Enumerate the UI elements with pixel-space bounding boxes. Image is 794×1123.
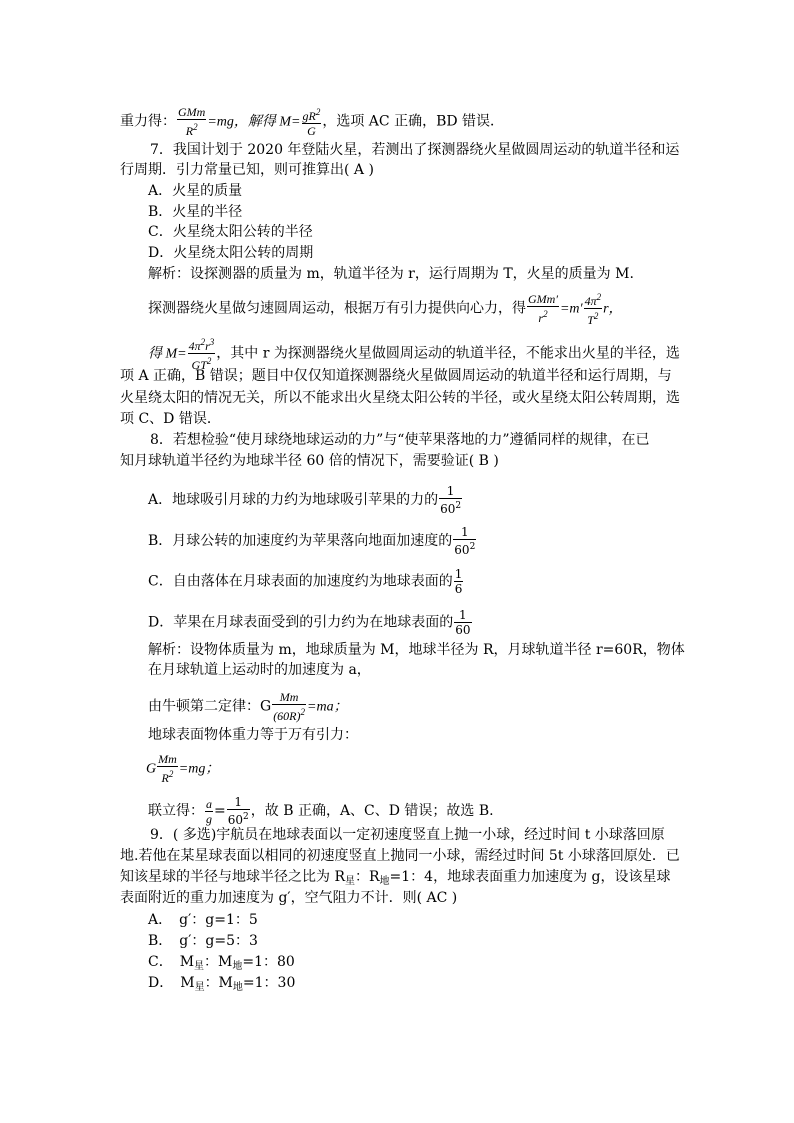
q7-analysis-line4: 项 A 正确，B 错误；题目中仅仅知道探测器绕火星做圆周运动的轨道半径和运行周期，与 [120, 368, 672, 384]
q8-analysis-line5: G $\frac{Mm}{R^2}$ =mg； [146, 752, 220, 785]
fraction-1-60sq-a: $\frac{1}{60^2}$ [440, 484, 462, 516]
top-line [120, 105, 504, 138]
fraction-1-60sq-b: $\frac{1}{60^2}$ [454, 525, 476, 557]
q9-stem-line4: 表面附近的重力加速度为 g′，空气阻力不计．则( AC ) [120, 890, 458, 906]
q8-stem-line1: 8．若想检验“使月球绕地球运动的力”与“使苹果落地的力”遵循同样的规律，在已 [150, 432, 650, 448]
q9-stem-line2: 地.若他在某星球表面以相同的初速度竖直上抛同一小球，需经过时间 5t 小球落回原处．已 [120, 848, 680, 864]
top-suffix: ，选项 AC 正确，BD 错误． [322, 113, 505, 130]
fraction-gmm-r2: $\frac{\text{GMm}}{R^2}$ [178, 105, 206, 138]
q7-stem-line1: 7．我国计划于 2020 年登陆火星，若测出了探测器绕火星做圆周运动的轨道半径和运 [150, 142, 680, 158]
fraction-4pi2-t2: $\frac{4\pi^2}{T^2}$ [584, 292, 602, 327]
q7-analysis-line6: 项 C、D 错误． [120, 411, 221, 427]
q8-analysis-line2: 在月球轨道上运动时的加速度为 a， [148, 662, 371, 678]
fraction-1-6: $\frac{1}{6}$ [454, 567, 463, 596]
q8-analysis-line3: 由牛顿第二定律：G $\frac{Mm}{(60R)^2}$ =ma； [148, 690, 348, 723]
top-prefix: 重力得： [120, 113, 176, 130]
q7-analysis-line1: 解析：设探测器的质量为 m，轨道半径为 r，运行周期为 T，火星的质量为 M. [148, 266, 634, 282]
q7-option-c: C．火星绕太阳公转的半径 [148, 224, 313, 240]
q8-option-b: B．月球公转的加速度约为苹果落向地面加速度的 $\frac{1}{60^2}$ [148, 525, 476, 557]
q7-option-b: B．火星的半径 [148, 204, 243, 220]
top-eq1: =mg，解得 M= [207, 114, 301, 130]
q7-analysis-line3: 得 M= $\frac{4\pi^2r^3}{GT^2}$ ，其中 r 为探测器绕火星做圆周运动的轨道半径，不能求出火星的半径，选 [148, 337, 680, 372]
q9-stem-line3: 知该星球的半径与地球半径之比为 $R_星$：$R_地=1$：4，地球表面重力加速度为 g，设该星球 [120, 869, 671, 887]
q8-stem-line2: 知月球轨道半径约为地球半径 60 倍的情况下，需要验证( B ) [120, 453, 499, 469]
fraction-gmm-r2-b: $\frac{\text{GMm′}}{r^2}$ [528, 292, 558, 325]
q7-option-a: A．火星的质量 [148, 183, 243, 199]
q9-option-a: A． g′：g=1：5 [148, 912, 258, 928]
q7-option-d: D．火星绕太阳公转的周期 [148, 245, 314, 261]
q8-option-d: D．苹果在月球表面受到的引力约为在地球表面的 $\frac{1}{60}$ [148, 608, 471, 637]
q7-analysis-line5: 火星绕太阳的情况无关，所以不能求出火星绕太阳公转的半径，或火星绕太阳公转周期，选 [120, 390, 680, 406]
q7-analysis-line2: 探测器绕火星做匀速圆周运动，根据万有引力提供向心力，得 $\frac{\text{GMm′}}{r^2}$ =m′ $\frac{4\pi^2}{T^2}$ r， [148, 292, 623, 327]
fraction-a-g: $\frac{a}{g}$ [206, 796, 212, 826]
fraction-1-60sq-c: $\frac{1}{60^2}$ [227, 795, 249, 827]
fraction-4pi2r3-gt2: $\frac{4\pi^2r^3}{GT^2}$ [188, 337, 215, 372]
q8-analysis-line4: 地球表面物体重力等于万有引力： [148, 727, 358, 743]
q9-option-b: B． g′：g=5：3 [148, 933, 258, 949]
q8-analysis-line6: 联立得： $\frac{a}{g}$ = $\frac{1}{60^2}$ ，故 B 正确，A、C、D 错误；故选 B. [148, 795, 494, 827]
q9-option-d: D． $M_星$：$M_地=1$：30 [148, 975, 296, 993]
q9-option-c: C． $M_星$：$M_地=1$：80 [148, 954, 295, 972]
fraction-mm-60r2: $\frac{Mm}{(60R)^2}$ [273, 690, 306, 723]
q8-option-c: C．自由落体在月球表面的加速度约为地球表面的 $\frac{1}{6}$ [148, 567, 463, 596]
q8-analysis-line1: 解析：设物体质量为 m，地球质量为 M，地球半径为 R，月球轨道半径 r=60R，物体 [148, 642, 685, 658]
fraction-mm-r2: $\frac{Mm}{R^2}$ [158, 752, 177, 785]
q9-stem-line1: 9．( 多选)宇航员在地球表面以一定初速度竖直上抛一小球，经过时间 t 小球落回原 [150, 827, 665, 843]
q7-stem-line2: 行周期．引力常量已知，则可推算出( A ) [120, 162, 374, 178]
fraction-gr2-g: $\frac{gR^2}{G}$ [302, 107, 321, 138]
q8-option-a: A．地球吸引月球的力约为地球吸引苹果的力的 $\frac{1}{60^2}$ [148, 484, 462, 516]
fraction-1-60: $\frac{1}{60}$ [455, 608, 471, 637]
